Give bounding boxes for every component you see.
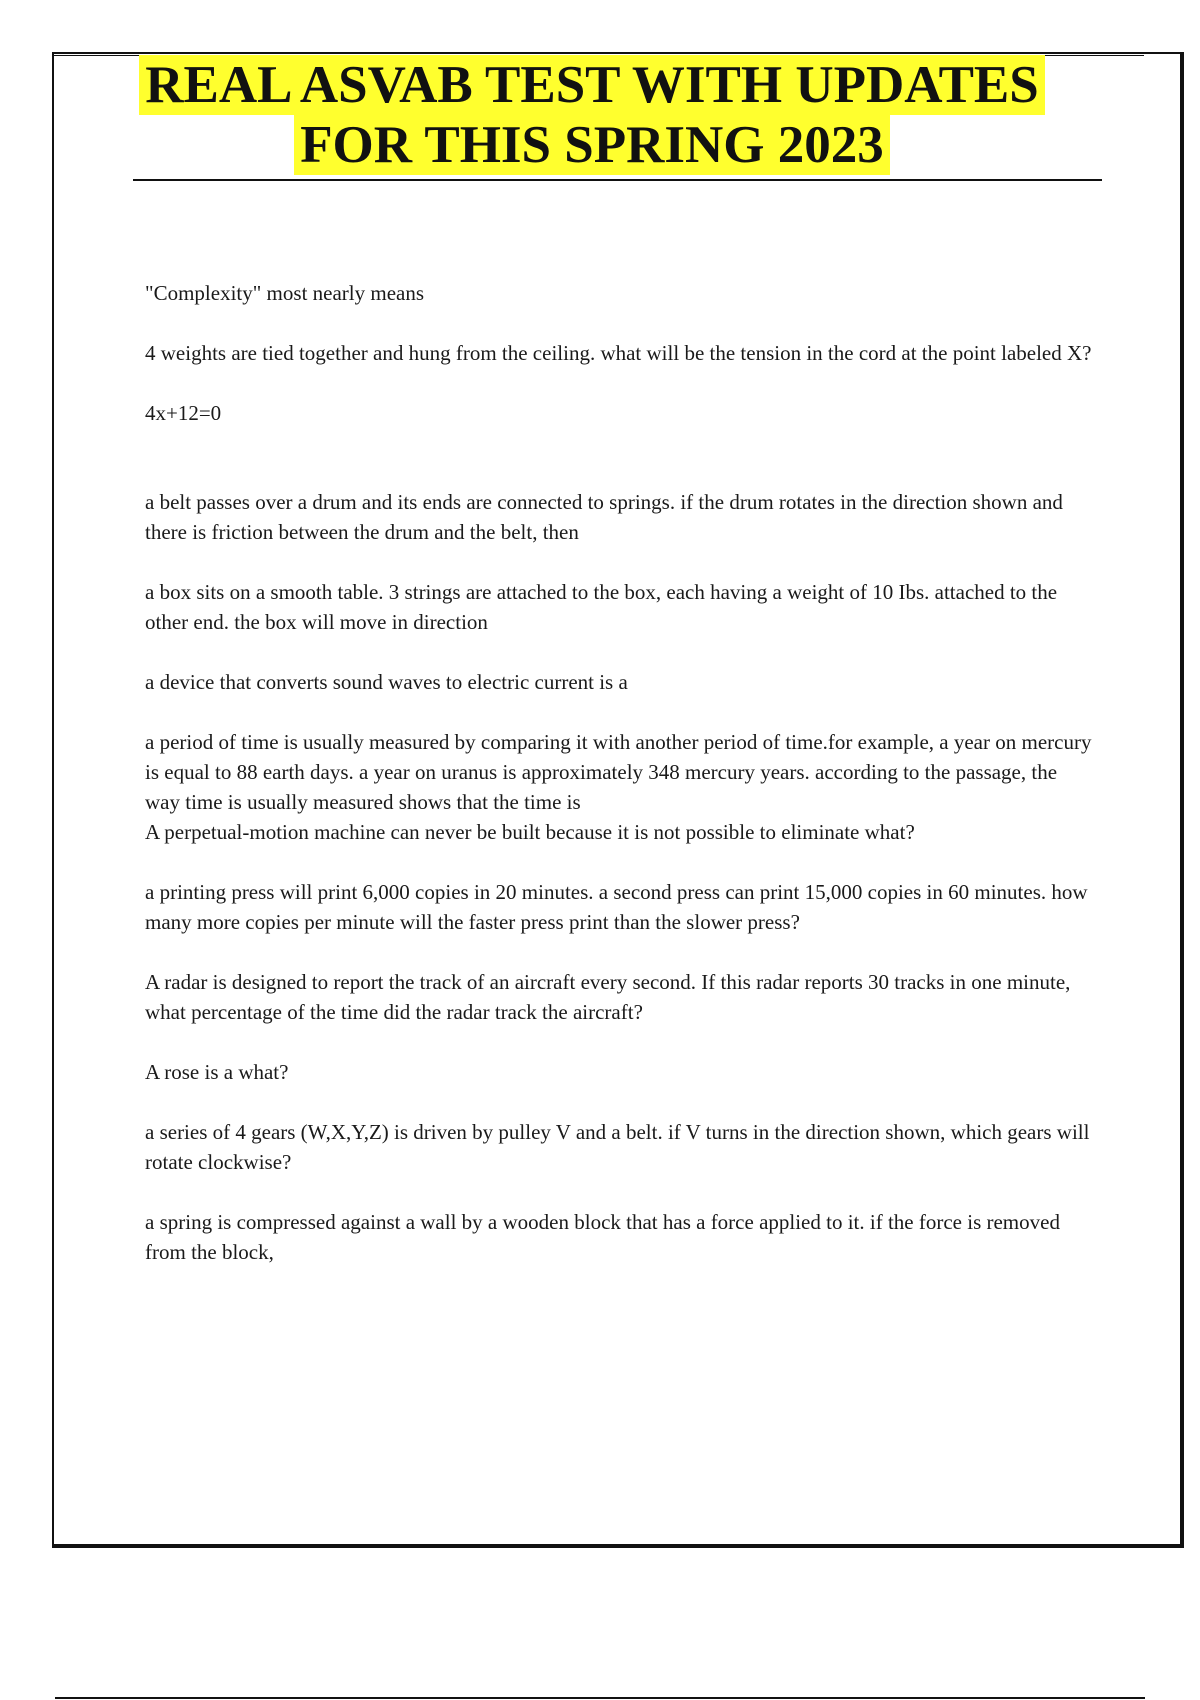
title-line-2: FOR THIS SPRING 2023 [294,115,890,175]
question-item: A rose is a what? [145,1060,289,1084]
title-underline [133,179,1102,181]
document-title [0,55,1200,175]
question-item: A perpetual-motion machine can never be built because it is not possible to eliminate what? [145,820,915,844]
question-item: a spring is compressed against a wall by a wooden block that has a force applied to it. if the force is removed from the block, [145,1210,1060,1264]
title-line-1: REAL ASVAB TEST WITH UPDATES [139,55,1045,115]
question-item: 4x+12=0 [145,401,222,425]
footer-rule [55,1697,1145,1699]
question-item: a period of time is usually measured by comparing it with another period of time.for example, a year on mercury is equal to 88 earth days. a year on uranus is approximately 348 mercury years. according to the passage, the way time is usually measured shows that the time is [145,730,1092,814]
question-item: a printing press will print 6,000 copies in 20 minutes. a second press can print 15,000 copies in 60 minutes. how many more copies per minute will the faster press print than the slower press? [145,880,1088,934]
question-item: a device that converts sound waves to electric current is a [145,670,628,694]
question-item: "Complexity" most nearly means [145,281,425,305]
question-item: A radar is designed to report the track of an aircraft every second. If this radar reports 30 tracks in one minute, what percentage of the time did the radar track the aircraft? [145,970,1071,1024]
question-list [145,278,1095,1267]
question-item: a box sits on a smooth table. 3 strings are attached to the box, each having a weight of 10 Ibs. attached to the other end. the box will move in direction [145,580,1058,634]
question-item: a belt passes over a drum and its ends are connected to springs. if the drum rotates in the direction shown and there is friction between the drum and the belt, then [145,490,1063,544]
question-item: 4 weights are tied together and hung from the ceiling. what will be the tension in the cord at the point labeled X? [145,341,1092,365]
question-item: a series of 4 gears (W,X,Y,Z) is driven by pulley V and a belt. if V turns in the direction shown, which gears will rotate clockwise? [145,1120,1090,1174]
